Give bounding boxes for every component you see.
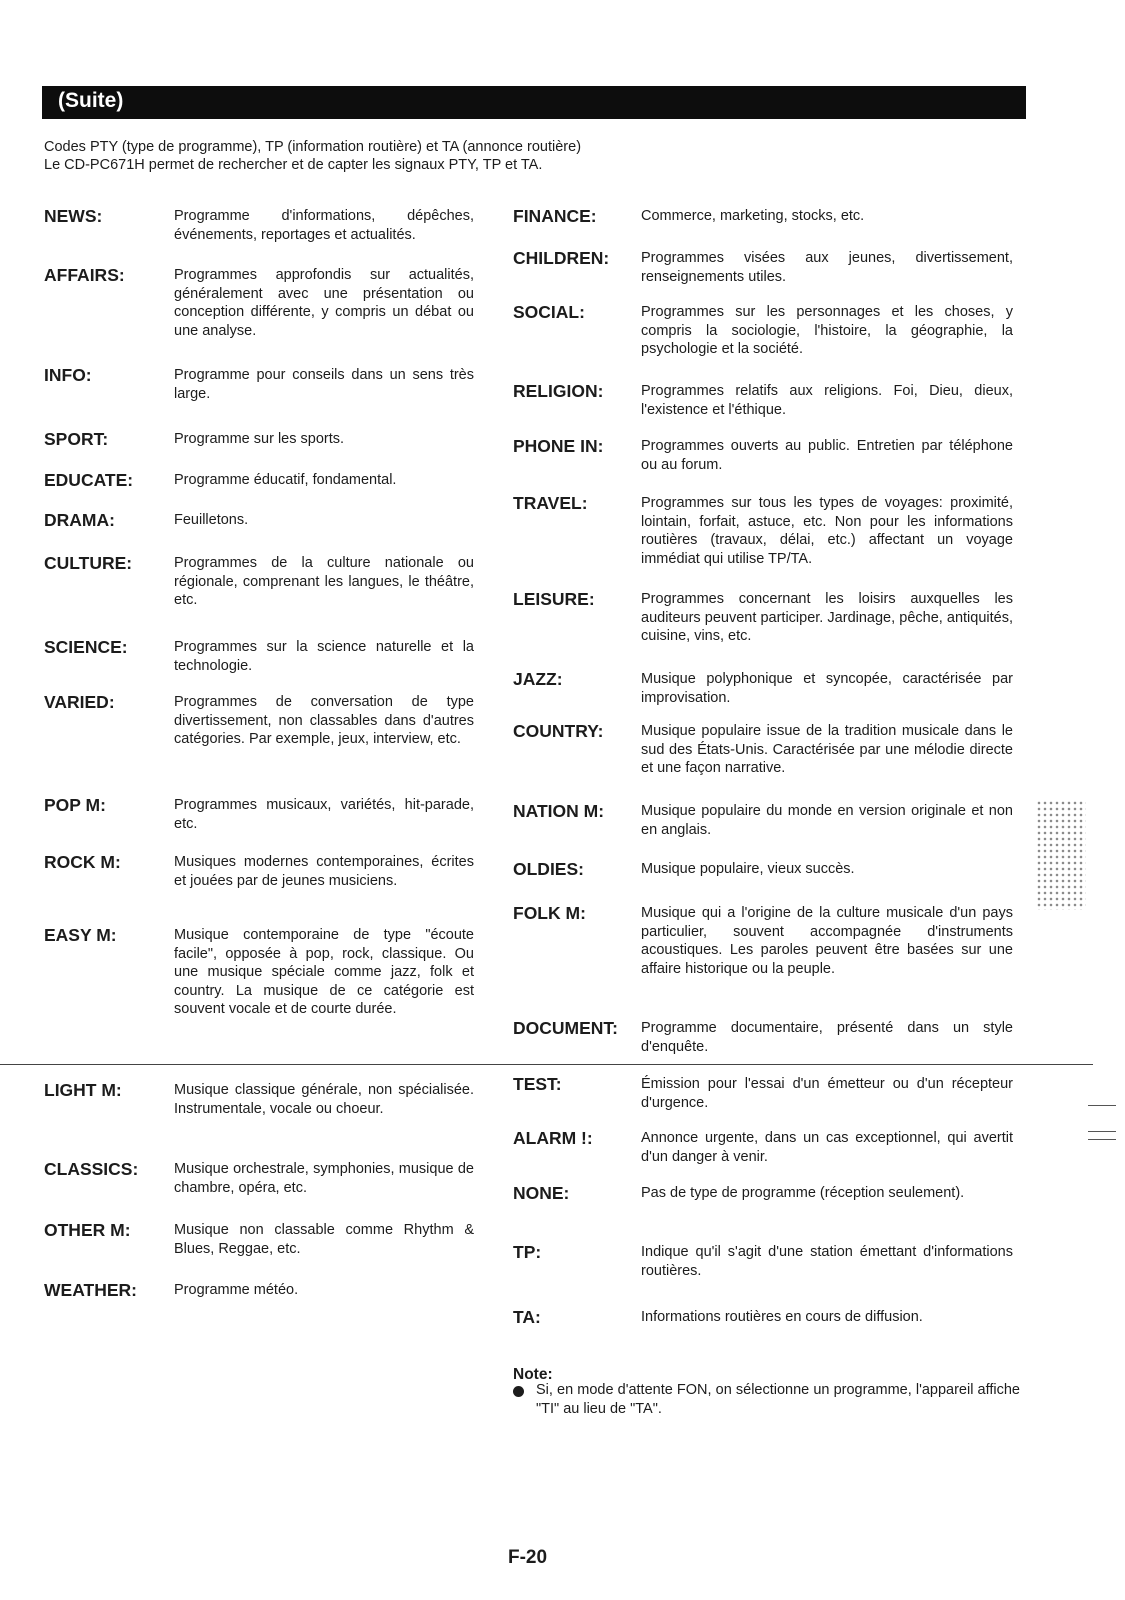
- pty-term: DRAMA:: [44, 510, 115, 530]
- pty-definition: Programmes sur tous les types de voyages: proximité, lointain, forfait, astuce, etc. Non pour les informations routières (travaux, délai, etc.) affectant un voyage immédiat qui utilise TP/TA.: [641, 495, 1013, 567]
- pty-definition: Programmes concernant les loisirs auxquelles les auditeurs peuvent participer. Jardinage, pêche, antiquités, cuisine, vins, etc.: [641, 591, 1013, 644]
- pty-term: FINANCE:: [513, 206, 597, 226]
- pty-definition: Musique orchestrale, symphonies, musique de chambre, opéra, etc.: [174, 1161, 474, 1196]
- pty-definition: Musique contemporaine de type "écoute facile", opposée à pop, rock, classique. Ou une musique spéciale comme jazz, folk et country. La musique de ce catégorie est souvent vocale et de courte durée.: [174, 927, 474, 1017]
- edge-mark: [1088, 1139, 1116, 1140]
- pty-term: LEISURE:: [513, 589, 595, 609]
- pty-term: TEST:: [513, 1074, 562, 1094]
- pty-definition: Indique qu'il s'agit d'une station émettant d'informations routières.: [641, 1244, 1013, 1279]
- pty-term: OTHER M:: [44, 1220, 131, 1240]
- pty-term: CHILDREN:: [513, 248, 610, 268]
- horizontal-divider: [0, 1064, 1093, 1065]
- pty-term: NEWS:: [44, 206, 103, 226]
- pty-term: INFO:: [44, 365, 92, 385]
- pty-definition: Programme documentaire, présenté dans un style d'enquête.: [641, 1020, 1013, 1055]
- pty-definition: Programmes approfondis sur actualités, généralement avec une présentation ou conception différente, y compris un débat ou une analyse.: [174, 267, 474, 339]
- pty-definition: Programmes de conversation de type divertissement, non classables dans d'autres catégories. Par exemple, jeux, interview, etc.: [174, 694, 474, 747]
- pty-definition: Programmes relatifs aux religions. Foi, Dieu, dieux, l'existence et l'éthique.: [641, 383, 1013, 418]
- pty-definition: Musique populaire du monde en version originale et non en anglais.: [641, 803, 1013, 838]
- pty-term: NATION M:: [513, 801, 605, 821]
- pty-term: POP M:: [44, 795, 106, 815]
- pty-term: EASY M:: [44, 925, 117, 945]
- pty-definition: Programme éducatif, fondamental.: [174, 472, 397, 488]
- pty-term: NONE:: [513, 1183, 570, 1203]
- note-text: Si, en mode d'attente FON, on sélectionne un programme, l'appareil affiche "TI" au lieu de "TA".: [536, 1382, 1020, 1417]
- pty-definition: Émission pour l'essai d'un émetteur ou d'un récepteur d'urgence.: [641, 1076, 1013, 1111]
- pty-definition: Programme météo.: [174, 1282, 299, 1298]
- edge-mark: [1088, 1105, 1116, 1106]
- intro-paragraph: [44, 138, 844, 174]
- pty-term: RELIGION:: [513, 381, 604, 401]
- pty-term: DOCUMENT:: [513, 1018, 618, 1038]
- pty-term: ALARM !:: [513, 1128, 593, 1148]
- pty-term: TRAVEL:: [513, 493, 588, 513]
- pty-definition: Annonce urgente, dans un cas exceptionnel, qui avertit d'un danger à venir.: [641, 1130, 1013, 1165]
- pty-term: JAZZ:: [513, 669, 563, 689]
- pty-term: ROCK M:: [44, 852, 121, 872]
- pty-term: FOLK M:: [513, 903, 586, 923]
- pty-definition: Pas de type de programme (réception seulement).: [641, 1185, 965, 1201]
- pty-definition: Musique polyphonique et syncopée, caractérisée par improvisation.: [641, 671, 1013, 706]
- pty-term: VARIED:: [44, 692, 115, 712]
- pty-definition: Programmes sur les personnages et les choses, y compris la sociologie, l'histoire, la géographie, la psychologie et la société.: [641, 304, 1013, 357]
- pty-definition: Musique populaire issue de la tradition musicale dans le sud des États-Unis. Caractérisée par une mélodie directe et une façon narrative.: [641, 723, 1013, 776]
- pty-definition: Programme pour conseils dans un sens très large.: [174, 367, 474, 402]
- section-header-bar: [42, 86, 1026, 116]
- pty-term: SOCIAL:: [513, 302, 585, 322]
- page-number: F-20: [508, 1547, 548, 1568]
- intro-line-2: Le CD-PC671H permet de rechercher et de capter les signaux PTY, TP et TA.: [44, 157, 543, 173]
- pty-definition: Commerce, marketing, stocks, etc.: [641, 208, 865, 224]
- pty-term: EDUCATE:: [44, 470, 134, 490]
- halftone-dots: [1036, 800, 1086, 910]
- pty-term: AFFAIRS:: [44, 265, 125, 285]
- pty-definition: Programmes de la culture nationale ou régionale, comprenant les langues, le théâtre, etc.: [174, 555, 474, 608]
- pty-definition: Musiques modernes contemporaines, écrites et jouées par de jeunes musiciens.: [174, 854, 474, 889]
- pty-term: OLDIES:: [513, 859, 584, 879]
- pty-term: SCIENCE:: [44, 637, 128, 657]
- pty-term: SPORT:: [44, 429, 109, 449]
- pty-term: CULTURE:: [44, 553, 133, 573]
- pty-term: LIGHT M:: [44, 1080, 122, 1100]
- note-title: Note:: [513, 1366, 553, 1383]
- pty-definition: Musique qui a l'origine de la culture musicale d'un pays particulier, souvent accompagnée d'instruments acoustiques. Les paroles peuvent être basées sur une affaire historique ou la peuple.: [641, 905, 1013, 977]
- pty-definition: Musique non classable comme Rhythm & Blues, Reggae, etc.: [174, 1222, 474, 1257]
- section-title: (Suite): [58, 89, 124, 112]
- intro-line-1: Codes PTY (type de programme), TP (information routière) et TA (annonce routière): [44, 139, 582, 155]
- pty-term: TP:: [513, 1242, 542, 1262]
- pty-term: WEATHER:: [44, 1280, 137, 1300]
- section-header-underline: [42, 116, 1026, 119]
- pty-definition: Feuilletons.: [174, 512, 249, 528]
- pty-term: COUNTRY:: [513, 721, 604, 741]
- edge-mark: [1088, 1131, 1116, 1132]
- pty-term: TA:: [513, 1307, 541, 1327]
- pty-definition: Musique populaire, vieux succès.: [641, 861, 855, 877]
- pty-definition: Programmes visées aux jeunes, divertissement, renseignements utiles.: [641, 250, 1013, 285]
- pty-definition: Programmes musicaux, variétés, hit-parade, etc.: [174, 797, 474, 832]
- pty-definition: Programmes sur la science naturelle et la technologie.: [174, 639, 474, 674]
- pty-definition: Programme d'informations, dépêches, événements, reportages et actualités.: [174, 208, 474, 243]
- pty-term: PHONE IN:: [513, 436, 604, 456]
- bullet-icon: [513, 1386, 524, 1397]
- pty-definition: Informations routières en cours de diffusion.: [641, 1309, 923, 1325]
- pty-definition: Programmes ouverts au public. Entretien par téléphone ou au forum.: [641, 438, 1013, 473]
- pty-definition: Programme sur les sports.: [174, 431, 345, 447]
- pty-definition: Musique classique générale, non spécialisée. Instrumentale, vocale ou choeur.: [174, 1082, 474, 1117]
- pty-term: CLASSICS:: [44, 1159, 139, 1179]
